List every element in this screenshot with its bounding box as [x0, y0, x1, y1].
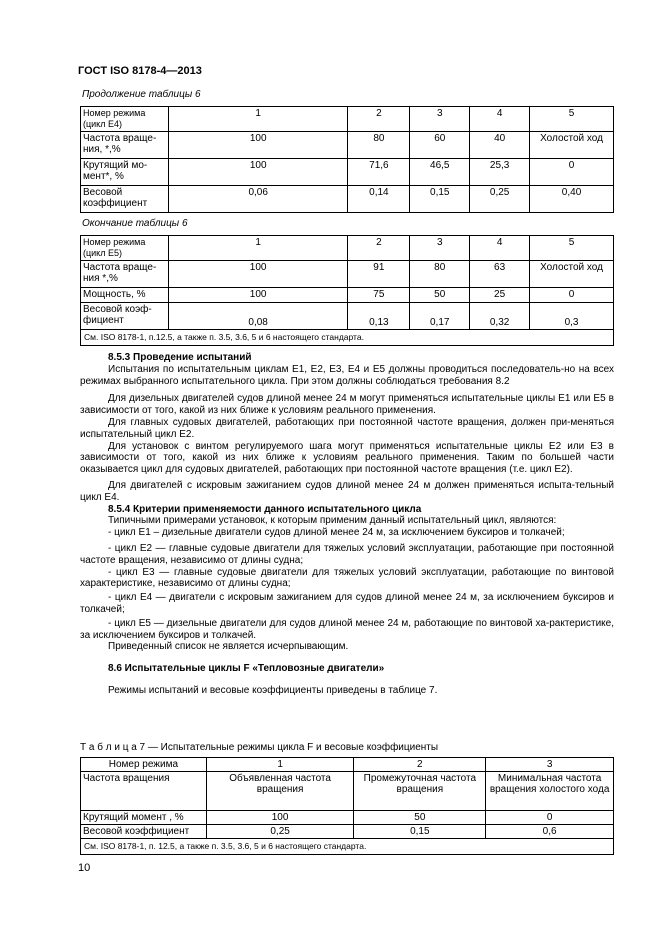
table-cell: 0,40	[530, 186, 614, 213]
paragraph: Режимы испытаний и весовые коэффициенты приведены в таблице 7.	[108, 684, 438, 696]
list-item: - цикл Е4 — двигатели с искровым зажиганием для судов длиной менее 24 м, за исключением буксиров и толкачей;	[80, 592, 614, 615]
list-item: - цикл Е5 — дизельные двигатели для судов длиной менее 24 м, работающие по винтовой ха-рактеристике, за исключением буксиров и толкачей.	[80, 617, 614, 641]
table-cell: 100	[168, 132, 348, 159]
table-row	[81, 811, 614, 825]
table-cell: 0	[530, 288, 614, 303]
table-cell: Промежуточная частота вращения	[354, 772, 486, 811]
section-heading: 8.5.3 Проведение испытаний	[108, 352, 252, 363]
row-label-cell: Крутящий момент , %	[81, 811, 207, 825]
table-cell: 75	[348, 288, 410, 303]
table-cell: 0,25	[206, 825, 354, 839]
mode-label-cell: Номер режима (цикл Е5)	[81, 236, 169, 261]
paragraph: Для двигателей с искровым зажиганием судов длиной менее 24 м должен применяться испыта-тельный цикл Е4.	[80, 479, 614, 503]
list-item: - цикл Е1 – дизельные двигатели судов длиной менее 24 м, за исключением буксиров и толкачей;	[108, 527, 565, 539]
table-cell: 71,6	[348, 159, 410, 186]
table-cell: 100	[168, 288, 348, 303]
table-cell: 50	[410, 288, 470, 303]
table-cell: 0	[486, 811, 614, 825]
table-cell: Минимальная частота вращения холостого хода	[486, 772, 614, 811]
table-row	[81, 330, 614, 346]
table-cell: 0,6	[486, 825, 614, 839]
row-label-cell: Мощность, %	[81, 288, 169, 303]
table-cell: 2	[348, 107, 410, 132]
table-cell: 100	[168, 159, 348, 186]
table-cell: 25	[470, 288, 530, 303]
list-item: - цикл Е3 — главные судовые двигатели для тяжелых условий эксплуатации, работающие по винтовой характеристике, независимо от длины судна;	[80, 566, 614, 590]
table-cell: 3	[410, 236, 470, 261]
table-cell: 3	[410, 107, 470, 132]
row-label-cell: Частота враще-ния *,%	[81, 261, 169, 288]
table-row	[81, 236, 614, 261]
table-cell: 5	[530, 107, 614, 132]
table-cell: 0,14	[348, 186, 410, 213]
table-cell: 0,25	[470, 186, 530, 213]
row-label-cell: Весовой коэффициент	[81, 825, 207, 839]
table-row	[81, 107, 614, 132]
paragraph: Типичными примерами установок, к которым применим данный испытательный цикл, являются:	[108, 515, 557, 527]
table-row	[81, 288, 614, 303]
table-cell: 25,3	[470, 159, 530, 186]
row-label-cell: Частота вращения	[81, 772, 207, 811]
paragraph: Для установок с винтом регулируемого шага могут применяться испытательные циклы Е2 или Е3 в зависимости от того, какой из них ближе к условиям реального применения. Таким по большей части оказывается цикл для судовых двигателей, работающих при постоянной частоте вращения (т.е. цикл Е2).	[80, 440, 614, 476]
mode-label-cell: Номер режима	[81, 758, 207, 772]
table-row	[81, 839, 614, 855]
table-row	[81, 825, 614, 839]
table-cell: 50	[354, 811, 486, 825]
table-row	[81, 159, 614, 186]
table-note: См. ISO 8178-1, п.12.5, а также п. 3.5, 3.6, 5 и 6 настоящего стандарта.	[81, 330, 614, 346]
table-cell: 63	[470, 261, 530, 288]
table-cell: 60	[410, 132, 470, 159]
table-cell: 0,06	[168, 186, 348, 213]
body-text	[80, 352, 614, 697]
table-row	[81, 261, 614, 288]
table-cell: 0,15	[410, 186, 470, 213]
table-cell: 5	[530, 236, 614, 261]
table-cell: 1	[168, 107, 348, 132]
table-cell: Холостой ход	[530, 261, 614, 288]
table-cell: 80	[348, 132, 410, 159]
table-cell: 0	[530, 159, 614, 186]
row-label-cell: Весовой коэф-фициент	[81, 303, 169, 330]
mode-label-cell: Номер режима (цикл Е4)	[81, 107, 169, 132]
table6-end	[80, 235, 614, 346]
paragraph: Приведенный список не является исчерпывающим.	[108, 641, 349, 653]
table-cell: 0,3	[530, 303, 614, 330]
table-cell: Объявленная частота вращения	[206, 772, 354, 811]
table-cell: 40	[470, 132, 530, 159]
table6-continuation	[80, 106, 614, 213]
table-note: См. ISO 8178-1, п. 12.5, а также п. 3.5, 3.6, 5 и 6 настоящего стандарта.	[81, 839, 614, 855]
table-cell: 3	[486, 758, 614, 772]
table-row	[81, 758, 614, 772]
table-cell: 0,32	[470, 303, 530, 330]
table-cell: 0,17	[410, 303, 470, 330]
table-row	[81, 303, 614, 330]
table6-cont-caption: Продолжение таблицы 6	[82, 89, 201, 100]
page-number: 10	[78, 862, 91, 874]
table-cell: 0,13	[348, 303, 410, 330]
row-label-cell: Весовой коэффициент	[81, 186, 169, 213]
document-header: ГОСТ ISO 8178-4—2013	[78, 65, 202, 77]
table-cell: 1	[168, 236, 348, 261]
table-row	[81, 772, 614, 811]
section-heading: 8.6 Испытательные циклы F «Тепловозные двигатели»	[108, 663, 385, 675]
row-label-cell: Частота враще-ния, *,%	[81, 132, 169, 159]
table-cell: 0,15	[354, 825, 486, 839]
row-label-cell: Крутящий мо-мент*, %	[81, 159, 169, 186]
section-heading: 8.5.4 Критерии применяемости данного испытательного цикла	[108, 503, 422, 515]
table7	[80, 757, 614, 855]
table-cell: 0,08	[168, 303, 348, 330]
table-cell: 2	[354, 758, 486, 772]
paragraph: Для дизельных двигателей судов длиной менее 24 м могут применяться испытательные циклы Е1 или Е5 в зависимости от того, какой из них ближе к условиям реального применения.	[80, 393, 614, 417]
table-row	[81, 132, 614, 159]
table6-end-caption: Окончание таблицы 6	[82, 218, 188, 229]
table-cell: Холостой ход	[530, 132, 614, 159]
table-cell: 4	[470, 107, 530, 132]
table-cell: 91	[348, 261, 410, 288]
list-item: - цикл Е2 — главные судовые двигатели для тяжелых условий эксплуатации, работающие при постоянной частоте вращения, независимо от длины судна;	[80, 542, 614, 566]
table7-title: Т а б л и ц а 7 — Испытательные режимы цикла F и весовые коэффициенты	[80, 742, 439, 753]
paragraph: Испытания по испытательным циклам Е1, Е2, Е3, Е4 и Е5 должны проводиться последователь-но на всех режимах выбранного испытательного цикла. При этом должны соблюдаться требования 8.2	[80, 363, 614, 387]
table-cell: 1	[206, 758, 354, 772]
table-row	[81, 186, 614, 213]
table-cell: 46,5	[410, 159, 470, 186]
table-cell: 100	[168, 261, 348, 288]
table-cell: 80	[410, 261, 470, 288]
table-cell: 100	[206, 811, 354, 825]
table-cell: 2	[348, 236, 410, 261]
paragraph: Для главных судовых двигателей, работающих при постоянной частоте вращения, должен при-меняться испытательный цикл Е2.	[80, 416, 614, 440]
table-cell: 4	[470, 236, 530, 261]
